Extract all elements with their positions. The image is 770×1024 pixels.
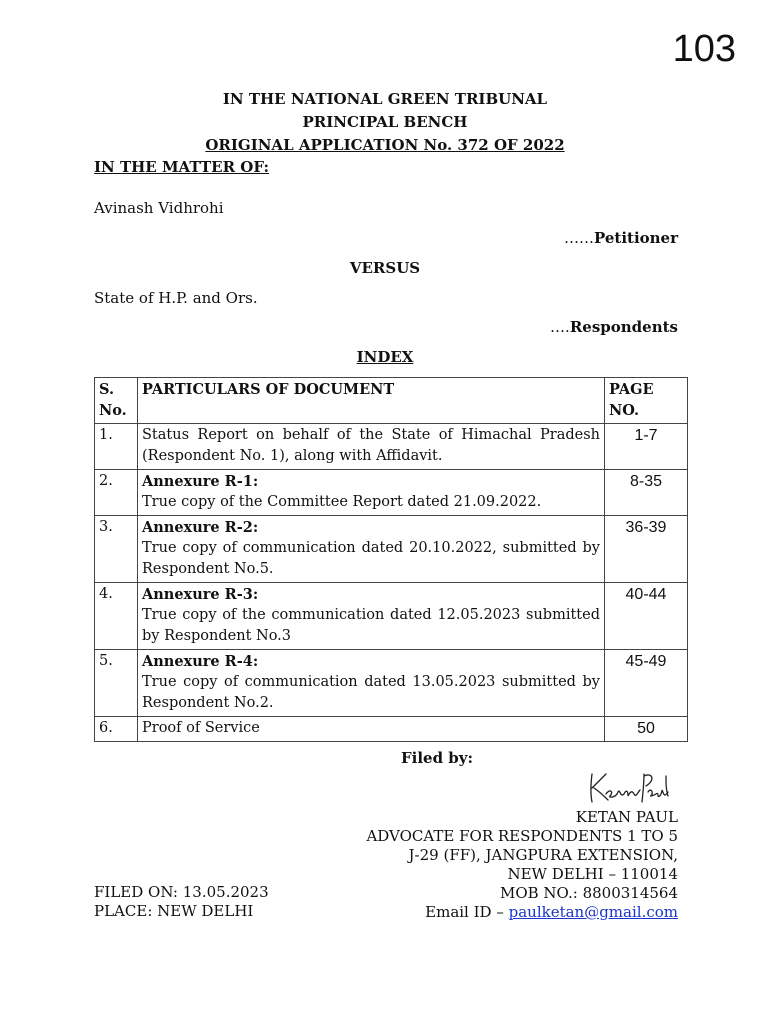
respondent-name: State of H.P. and Ors. (94, 289, 258, 307)
email-label: Email ID – (425, 903, 509, 921)
row-page: 36-39 (605, 516, 688, 583)
table-row (95, 470, 688, 516)
table-row (95, 516, 688, 583)
row-page: 45-49 (605, 650, 688, 717)
row-page: 1-7 (605, 424, 688, 470)
row-text: True copy of communication dated 13.05.2023 submitted by Respondent No.2. (142, 674, 600, 711)
page-number: 103 (672, 28, 736, 70)
advocate-role: ADVOCATE FOR RESPONDENTS 1 TO 5 (366, 827, 678, 845)
petitioner-dots: …… (563, 229, 594, 247)
table-header-row (95, 378, 688, 424)
filed-by-label: Filed by: (401, 749, 474, 767)
petitioner-role-label: Petitioner (593, 229, 678, 247)
row-sno: 4. (95, 583, 138, 650)
respondent-role (550, 318, 678, 336)
row-particulars (138, 583, 605, 650)
versus-label: VERSUS (349, 259, 421, 277)
filing-place: PLACE: NEW DELHI (94, 902, 254, 920)
respondent-role-label: Respondents (569, 318, 678, 336)
row-text: Proof of Service (142, 720, 260, 736)
row-title: Annexure R-2: (142, 519, 259, 536)
row-page: 50 (605, 717, 688, 742)
filing-details (94, 883, 269, 921)
tribunal-name: IN THE NATIONAL GREEN TRIBUNAL (222, 90, 548, 108)
advocate-name: KETAN PAUL (575, 808, 678, 826)
filed-on: FILED ON: 13.05.2023 (94, 883, 269, 901)
row-particulars (138, 717, 605, 742)
header-particulars: PARTICULARS OF DOCUMENT (138, 378, 605, 424)
row-text: Status Report on behalf of the State of Himachal Pradesh (Respondent No. 1), along with Affidavit. (142, 427, 600, 464)
index-table (94, 377, 688, 742)
row-title: Annexure R-3: (142, 586, 259, 603)
row-title: Annexure R-1: (142, 473, 259, 490)
row-sno: 2. (95, 470, 138, 516)
petitioner-name: Avinash Vidhrohi (94, 199, 224, 217)
advocate-block (366, 808, 678, 922)
signature-image (586, 768, 672, 808)
index-title (0, 348, 770, 366)
case-number-text: ORIGINAL APPLICATION No. 372 OF 2022 (205, 136, 565, 154)
row-particulars (138, 650, 605, 717)
header-sno: S. No. (95, 378, 138, 424)
row-sno: 6. (95, 717, 138, 742)
bench-name: PRINCIPAL BENCH (302, 113, 468, 131)
email-link[interactable]: paulketan@gmail.com (508, 903, 678, 921)
advocate-email-line (366, 903, 678, 922)
row-title: Annexure R-4: (142, 653, 259, 670)
row-text: True copy of the communication dated 12.05.2023 submitted by Respondent No.3 (142, 607, 600, 644)
index-title-text: INDEX (356, 348, 414, 366)
advocate-address-line1: J-29 (FF), JANGPURA EXTENSION, (408, 846, 678, 864)
row-sno: 5. (95, 650, 138, 717)
case-number (0, 136, 770, 154)
row-particulars (138, 424, 605, 470)
table-row (95, 650, 688, 717)
matter-label: IN THE MATTER OF: (94, 158, 269, 176)
row-page: 40-44 (605, 583, 688, 650)
table-row (95, 583, 688, 650)
header-page: PAGE NO. (605, 378, 688, 424)
table-row (95, 424, 688, 470)
row-text: True copy of communication dated 20.10.2022, submitted by Respondent No.5. (142, 540, 600, 577)
advocate-address-line2: NEW DELHI – 110014 (507, 865, 678, 883)
petitioner-role (564, 229, 678, 247)
row-sno: 3. (95, 516, 138, 583)
row-sno: 1. (95, 424, 138, 470)
row-page: 8-35 (605, 470, 688, 516)
row-particulars (138, 516, 605, 583)
row-text: True copy of the Committee Report dated 21.09.2022. (142, 494, 542, 510)
table-row (95, 717, 688, 742)
row-particulars (138, 470, 605, 516)
respondent-dots: …. (550, 318, 570, 336)
advocate-mobile: MOB NO.: 8800314564 (499, 884, 678, 902)
